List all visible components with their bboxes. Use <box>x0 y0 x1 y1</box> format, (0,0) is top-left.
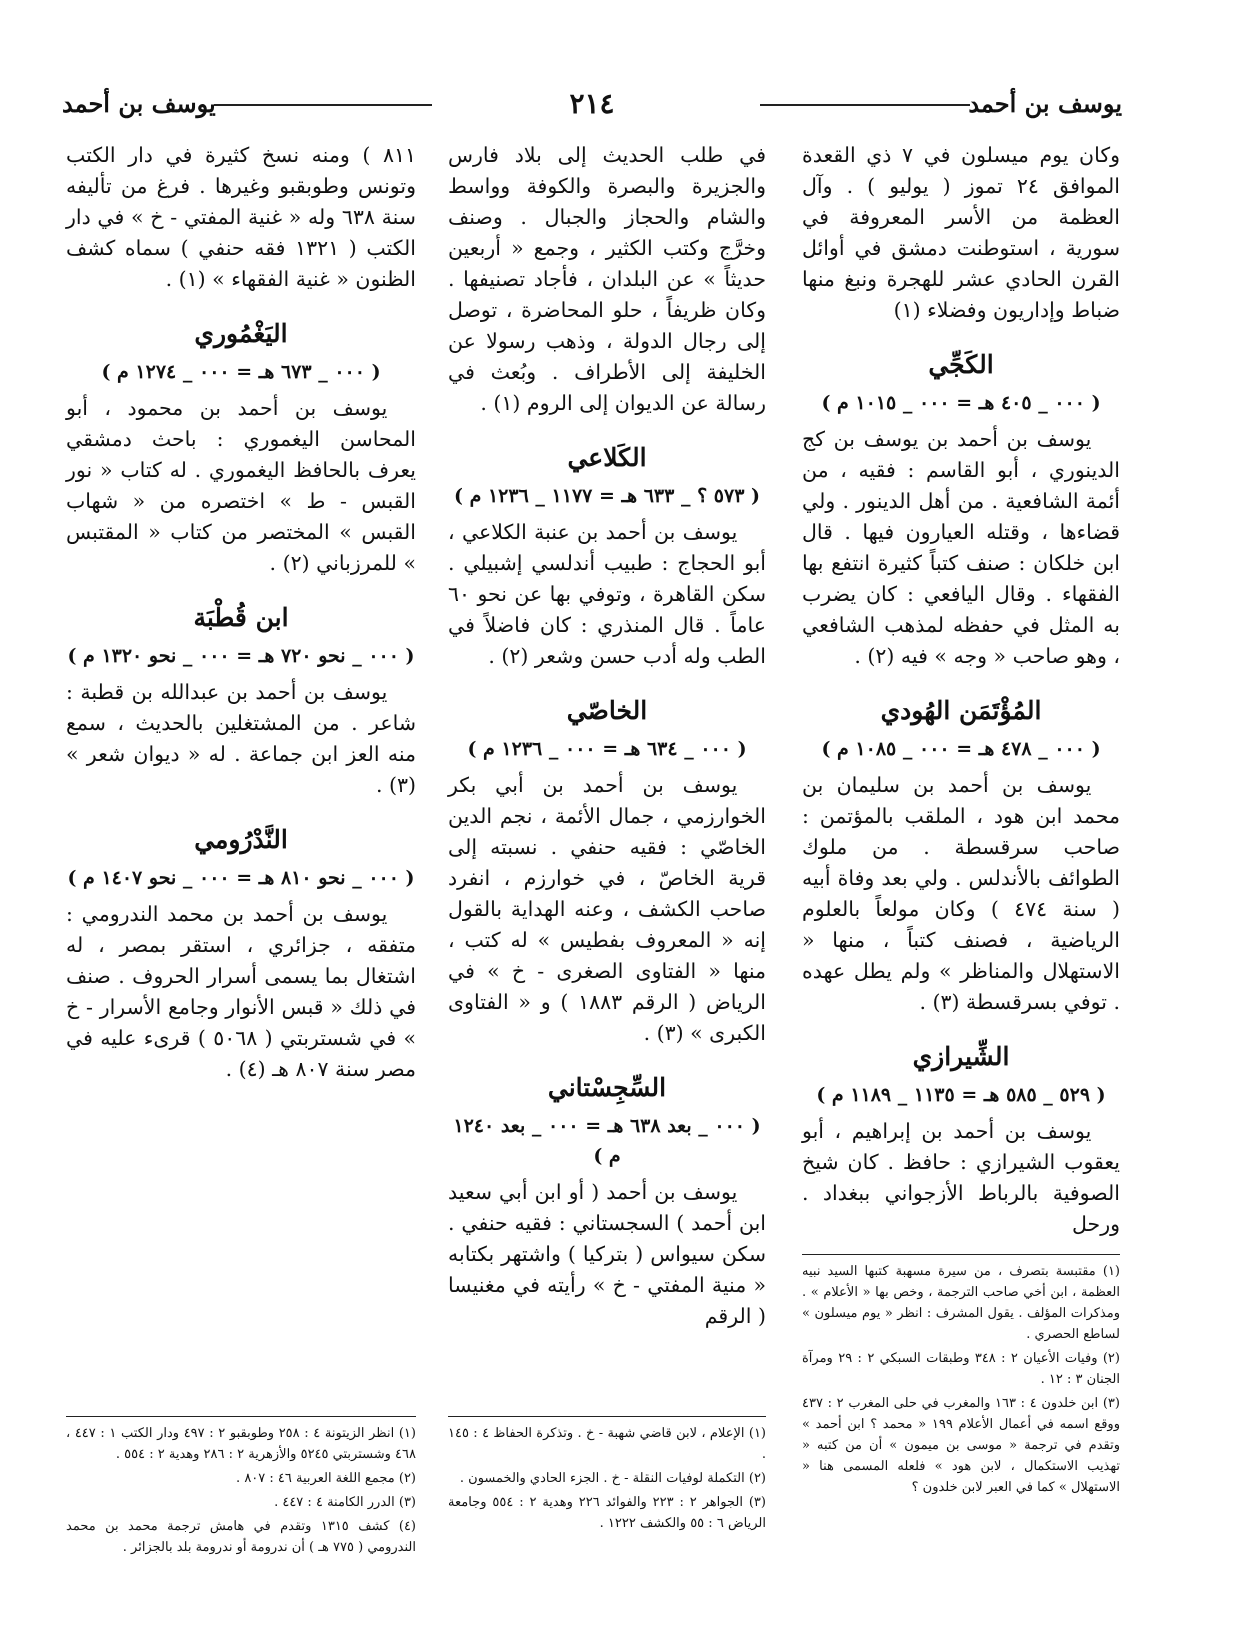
entry-body: يوسف بن أحمد بن يوسف بن كج الدينوري ، أبو القاسم : فقيه ، من أئمة الشافعية . من أهل الدينور . ولي قضاءها ، وقتله العيارون فيها . قال ابن خلكان : صنف كتباً كثيرة انتفع بها الفقهاء . وقال اليافعي : كان يضرب به المثل في حفظه لمذهب الشافعي ، وهو صاحب « وجه » فيه (٢) . <box>802 427 1120 668</box>
page-header <box>62 86 1122 126</box>
footnote: (٤) كشف ١٣١٥ وتقدم في هامش ترجمة محمد بن محمد الندرومي ( ٧٧٥ هـ ) أن ندرومة أو ندرومة بلد بالجزائر . <box>66 1519 416 1555</box>
entry-title: ابن قُطْبَة <box>193 603 289 632</box>
entry-dates: ( ٠٠٠ _ ٤٧٨ هـ = ٠٠٠ _ ١٠٨٥ م ) <box>821 738 1101 760</box>
entry-body: يوسف بن أحمد بن سليمان بن محمد ابن هود ، الملقب بالمؤتمن : صاحب سرقسطة . من ملوك الطوائف بالأندلس . ولي بعد وفاة أبيه ( سنة ٤٧٤ ) وكان مولعاً بالعلوم الرياضية ، فصنف كتباً ، منها « الاستهلال والمناظر » ولم يطل عهده . توفي بسرقسطة (٣) . <box>802 773 1120 1014</box>
footnote: (٢) وفيات الأعيان ٢ : ٣٤٨ وطبقات السبكي ٢ : ٢٩ ومرآة الجنان ٣ : ١٢ . <box>802 1351 1120 1387</box>
running-head-right: يوسف بن أحمد <box>968 89 1122 118</box>
column-middle <box>448 140 766 1338</box>
entry-nadrumi <box>66 823 416 1085</box>
entry-title: الشِّيرازي <box>912 1042 1010 1071</box>
entry-body: يوسف بن أحمد ( أو ابن أبي سعيد ابن أحمد ) السجستاني : فقيه حنفي . سكن سيواس ( بتركيا ) واشتهر بكتابه « منية المفتي - خ » رأيته في مغنيسا ( الرقم <box>448 1180 766 1328</box>
entry-body: يوسف بن أحمد بن محمود ، أبو المحاسن اليغموري : باحث دمشقي يعرف بالحافظ اليغموري . له كتاب « نور القبس - ط » اختصره من « شهاب القبس » المختصر من كتاب « المقتبس » للمرزباني (٢) . <box>66 396 416 575</box>
header-rule-left <box>214 104 432 106</box>
page-number: ٢١٤ <box>569 87 615 120</box>
entry-yaghmuri <box>66 317 416 579</box>
entry-title: اليَغْمُوري <box>194 319 288 348</box>
column-right <box>802 140 1120 1246</box>
footnote: (١) مقتبسة بتصرف ، من سيرة مسهبة كتبها السيد نبيه العظمة ، ابن أخي صاحب الترجمة ، وخص بها « الأعلام » . ومذكرات المؤلف . يقول المشرف : انظر « يوم ميسلون » لساطع الحصري . <box>802 1264 1120 1342</box>
entry-body: يوسف بن أحمد بن أبي بكر الخوارزمي ، جمال الأئمة ، نجم الدين الخاصّي : فقيه حنفي . نسبته إلى قرية الخاصّ ، في خوارزم ، انفرد صاحب الكشف ، وعنه الهداية بالقول إنه « المعروف بفطيس » له كتب ، منها « الفتاوى الصغرى - خ » في الرياض ( الرقم ١٨٨٣ ) و « الفتاوى الكبرى » (٣) . <box>448 773 766 1045</box>
column-left <box>66 140 416 1091</box>
entry-title: الكَلاعي <box>567 443 647 472</box>
entry-khassi <box>448 694 766 1049</box>
footnotes-right <box>802 1254 1120 1501</box>
entry-dates: ( ٠٠٠ _ ٦٧٣ هـ = ٠٠٠ _ ١٢٧٤ م ) <box>101 361 381 383</box>
footnote: (١) الإعلام ، لابن قاضي شهبة - خ . وتذكرة الحفاظ ٤ : ١٤٥ . <box>448 1426 766 1462</box>
footnote: (٢) التكملة لوفيات النقلة - خ . الجزء الحادي والخمسون . <box>459 1471 766 1486</box>
entry-dates: ( ٠٠٠ _ نحو ٧٢٠ هـ = ٠٠٠ _ نحو ١٣٢٠ م ) <box>67 645 415 667</box>
entry-mutaman-hudi <box>802 694 1120 1018</box>
entry-body: يوسف بن أحمد بن إبراهيم ، أبو يعقوب الشيرازي : حافظ . كان شيخ الصوفية بالرباط الأزجواني ببغداد . ورحل <box>802 1119 1120 1236</box>
continued-text: وكان يوم ميسلون في ٧ ذي القعدة الموافق ٢٤ تموز ( يوليو ) . وآل العظمة من الأسر المعروفة في سورية ، استوطنت دمشق في أوائل القرن الحادي عشر للهجرة ونبغ منها ضباط وإداريون وفضلاء (١) <box>802 143 1121 322</box>
entry-body: يوسف بن أحمد بن محمد الندرومي : متفقه ، جزائري ، استقر بمصر ، له اشتغال بما يسمى أسرار الحروف . صنف في ذلك « قبس الأنوار وجامع الأسرار - خ » في شستربتي ( ٥٠٦٨ ) قرىء عليه في مصر سنة ٨٠٧ هـ (٤) . <box>66 902 416 1081</box>
entry-title: النَّدْرُومي <box>194 825 288 854</box>
running-head-left: يوسف بن أحمد <box>62 89 216 118</box>
entry-dates: ( ٠٠٠ _ ٦٣٤ هـ = ٠٠٠ _ ١٢٣٦ م ) <box>467 738 747 760</box>
entry-shirazi <box>802 1040 1120 1240</box>
entry-body: يوسف بن أحمد بن عنبة الكلاعي ، أبو الحجاج : طبيب أندلسي إشبيلي . سكن القاهرة ، وتوفي بها عن نحو ٦٠ عاماً . قال المنذري : كان فاضلاً في الطب وله أدب حسن وشعر (٢) . <box>448 520 766 668</box>
entry-kalai <box>448 441 766 672</box>
footnotes-left <box>66 1416 416 1561</box>
entry-dates: ( ٥٧٣ ؟ _ ٦٣٣ هـ = ١١٧٧ _ ١٢٣٦ م ) <box>453 485 761 507</box>
footnote: (٢) مجمع اللغة العربية ٤٦ : ٨٠٧ . <box>236 1471 416 1486</box>
entry-title: الخاصّي <box>566 696 648 725</box>
footnotes-middle <box>448 1416 766 1537</box>
continued-text: في طلب الحديث إلى بلاد فارس والجزيرة والبصرة والكوفة وواسط والشام والحجاز والجبال . وصنف وخرَّج وكتب الكثير ، وجمع « أربعين حديثاً » عن البلدان ، فأجاد تصنيفها . وكان ظريفاً ، حلو المحاضرة ، توصل إلى رجال الدولة ، وذهب رسولا عن الخليفة إلى الأطراف . وبُعث في رسالة عن الديوان إلى الروم (١) . <box>448 143 766 415</box>
footnote: (٣) الجواهر ٢ : ٢٢٣ والفوائد ٢٢٦ وهدية ٢ : ٥٥٤ وجامعة الرياض ٦ : ٥٥ والكشف ١٢٢٢ . <box>448 1495 766 1531</box>
entry-dates: ( ٠٠٠ _ بعد ٦٣٨ هـ = ٠٠٠ _ بعد ١٢٤٠ م ) <box>453 1115 761 1167</box>
continued-text: ٨١١ ) ومنه نسخ كثيرة في دار الكتب وتونس وطوبقبو وغيرها . فرغ من تأليفه سنة ٦٣٨ وله « غنية المفتي - خ » في دار الكتب ( ١٣٢١ فقه حنفي ) سماه كشف الظنون « غنية الفقهاء » (١) . <box>66 143 417 291</box>
footnote: (١) انظر الزيتونة ٤ : ٢٥٨ وطوبقبو ٢ : ٤٩٧ ودار الكتب ١ : ٤٤٧ ، ٤٦٨ وشستربتي ٥٢٤٥ والأزهرية ٢ : ٢٨٦ وهدية ٢ : ٥٥٤ . <box>66 1426 416 1462</box>
footnote: (٣) ابن خلدون ٤ : ١٦٣ والمغرب في حلى المغرب ٢ : ٤٣٧ ووقع اسمه في أعمال الأعلام ١٩٩ « محمد ؟ ابن أحمد » وتقدم في ترجمة « موسى بن ميمون » أن من كتبه « تهذيب الاستكمال ، لابن هود » فلعله المسمى هنا « الاستهلال » كما في العبر لابن خلدون ؟ <box>802 1396 1120 1495</box>
entry-ibn-qutba <box>66 601 416 801</box>
entry-kajji <box>802 348 1120 672</box>
entry-body: يوسف بن أحمد بن عبدالله بن قطبة : شاعر . من المشتغلين بالحديث ، سمع منه العز ابن جماعة . له « ديوان شعر » (٣) . <box>66 680 416 797</box>
entry-title: السِّجِسْتاني <box>547 1073 667 1102</box>
entry-title: الكَجِّي <box>928 350 994 379</box>
entry-title: المُؤْتَمَن الهُودي <box>880 696 1042 725</box>
footnote: (٣) الدرر الكامنة ٤ : ٤٤٧ . <box>274 1495 416 1510</box>
entry-dates: ( ٥٢٩ _ ٥٨٥ هـ = ١١٣٥ _ ١١٨٩ م ) <box>816 1084 1106 1106</box>
entry-dates: ( ٠٠٠ _ نحو ٨١٠ هـ = ٠٠٠ _ نحو ١٤٠٧ م ) <box>67 867 415 889</box>
entry-sijistani <box>448 1071 766 1332</box>
entry-dates: ( ٠٠٠ _ ٤٠٥ هـ = ٠٠٠ _ ١٠١٥ م ) <box>821 392 1101 414</box>
